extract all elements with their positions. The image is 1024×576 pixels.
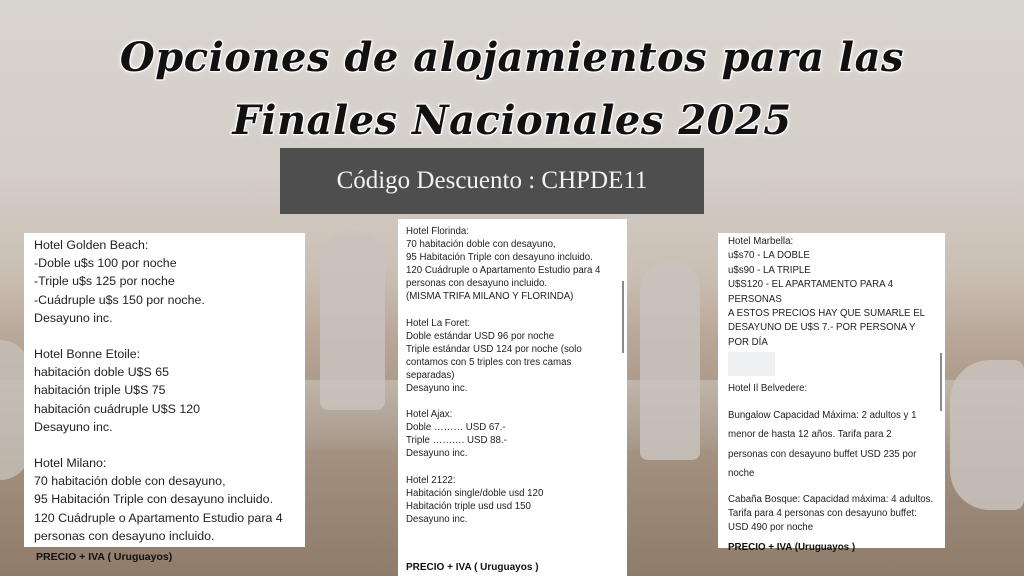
room-rate: u$s90 - LA TRIPLE — [728, 264, 811, 276]
room-rate: 120 Cuádruple o Apartamento Estudio para 4 — [406, 265, 601, 277]
room-rate: 70 habitación doble con desayuno, — [34, 474, 226, 489]
hotel-card-center — [398, 219, 627, 576]
room-rate: PERSONAS — [728, 293, 782, 305]
room-rate: Bungalow Capacidad Máxima: 2 adultos y 1 — [728, 409, 917, 421]
hotel-name: Hotel Bonne Etoile: — [34, 347, 141, 362]
scrollbar[interactable] — [622, 281, 624, 353]
hotel-name: Hotel Marbella: — [728, 236, 794, 247]
hotel-name: Hotel Golden Beach: — [34, 238, 149, 252]
breakfast-note: Desayuno inc. — [406, 448, 468, 460]
hotel-name: Hotel Il Belvedere: — [728, 383, 808, 395]
hotel-name: Hotel Milano: — [34, 456, 107, 471]
room-rate: personas con desayuno incluido. — [34, 528, 215, 543]
room-rate: -Doble u$s 100 por noche — [34, 256, 177, 271]
rate-note: (MISMA TRIFA MILANO Y FLORINDA) — [406, 291, 574, 303]
hotel-card-right — [718, 233, 945, 553]
scrollbar[interactable] — [940, 353, 942, 411]
room-rate: menor de hasta 12 años. Tarifa para 2 — [728, 429, 892, 441]
room-rate: Tarifa para 4 personas con desayuno buffet: — [728, 508, 917, 520]
room-rate: U$S120 - EL APARTAMENTO PARA 4 — [728, 279, 894, 291]
breakfast-note: DESAYUNO DE U$S 7.- POR PERSONA Y — [728, 322, 916, 334]
room-rate: -Triple u$s 125 por noche — [34, 274, 175, 289]
room-rate: USD 490 por noche — [728, 522, 814, 534]
room-rate: 70 habitación doble con desayuno, — [406, 239, 556, 251]
room-rate: personas con desayuno buffet USD 235 por — [728, 448, 917, 460]
room-rate: 95 Habitación Triple con desayuno incluido. — [34, 492, 274, 507]
background-sculpture-finger — [640, 260, 700, 460]
room-rate: 95 Habitación Triple con desayuno incluido. — [406, 252, 593, 264]
room-rate: noche — [728, 468, 755, 480]
room-rate: Doble ……… USD 67.- — [406, 422, 506, 434]
room-rate: Doble estándar USD 96 por noche — [406, 330, 555, 342]
room-rate: Triple ………. USD 88.- — [406, 435, 507, 447]
room-rate: Cabaña Bosque: Capacidad máxima: 4 adultos. — [728, 493, 934, 505]
hotel-name: Hotel Florinda: — [406, 226, 469, 237]
price-note: PRECIO + IVA ( Uruguayos) — [36, 551, 173, 563]
hotel-name: Hotel La Foret: — [406, 317, 471, 329]
room-rate: u$s70 - LA DOBLE — [728, 250, 810, 262]
room-rate: Habitación triple usd usd 150 — [406, 500, 531, 512]
breakfast-note: Desayuno inc. — [406, 513, 468, 525]
room-rate: contamos con 5 triples con tres camas — [406, 356, 572, 368]
hotel-card-left — [24, 233, 305, 547]
discount-code-banner: Código Descuento : CHPDE11 — [280, 148, 704, 214]
room-rate: 120 Cuádruple o Apartamento Estudio para 4 — [34, 510, 283, 525]
background-sculpture-finger — [950, 360, 1024, 510]
hotel-name: Hotel 2122: — [406, 474, 456, 486]
price-note: PRECIO + IVA ( Uruguayos ) — [406, 561, 539, 573]
price-note: PRECIO + IVA (Uruguayos ) — [728, 541, 856, 553]
breakfast-note: A ESTOS PRECIOS HAY QUE SUMARLE EL — [728, 308, 926, 320]
room-rate: habitación cuádruple U$S 120 — [34, 401, 201, 416]
room-rate: -Cuádruple u$s 150 por noche. — [34, 292, 205, 307]
breakfast-note: Desayuno inc. — [406, 383, 468, 395]
room-rate: Habitación single/doble usd 120 — [406, 487, 544, 499]
breakfast-note: POR DÍA — [728, 336, 768, 348]
room-rate: separadas) — [406, 369, 455, 381]
hotel-name: Hotel Ajax: — [406, 409, 453, 421]
page-title-line-2: Finales Nacionales 2025 — [232, 97, 792, 144]
room-rate: Triple estándar USD 124 por noche (solo — [406, 343, 582, 355]
breakfast-note: Desayuno inc. — [34, 310, 113, 325]
image-placeholder — [728, 352, 775, 376]
room-rate: habitación doble U$S 65 — [34, 365, 170, 380]
room-rate: personas con desayuno incluido. — [406, 278, 548, 290]
background-sculpture-finger — [320, 230, 385, 410]
breakfast-note: Desayuno inc. — [34, 419, 113, 434]
page-title-line-1: Opciones de alojamientos para las — [119, 34, 905, 81]
room-rate: habitación triple U$S 75 — [34, 383, 166, 398]
